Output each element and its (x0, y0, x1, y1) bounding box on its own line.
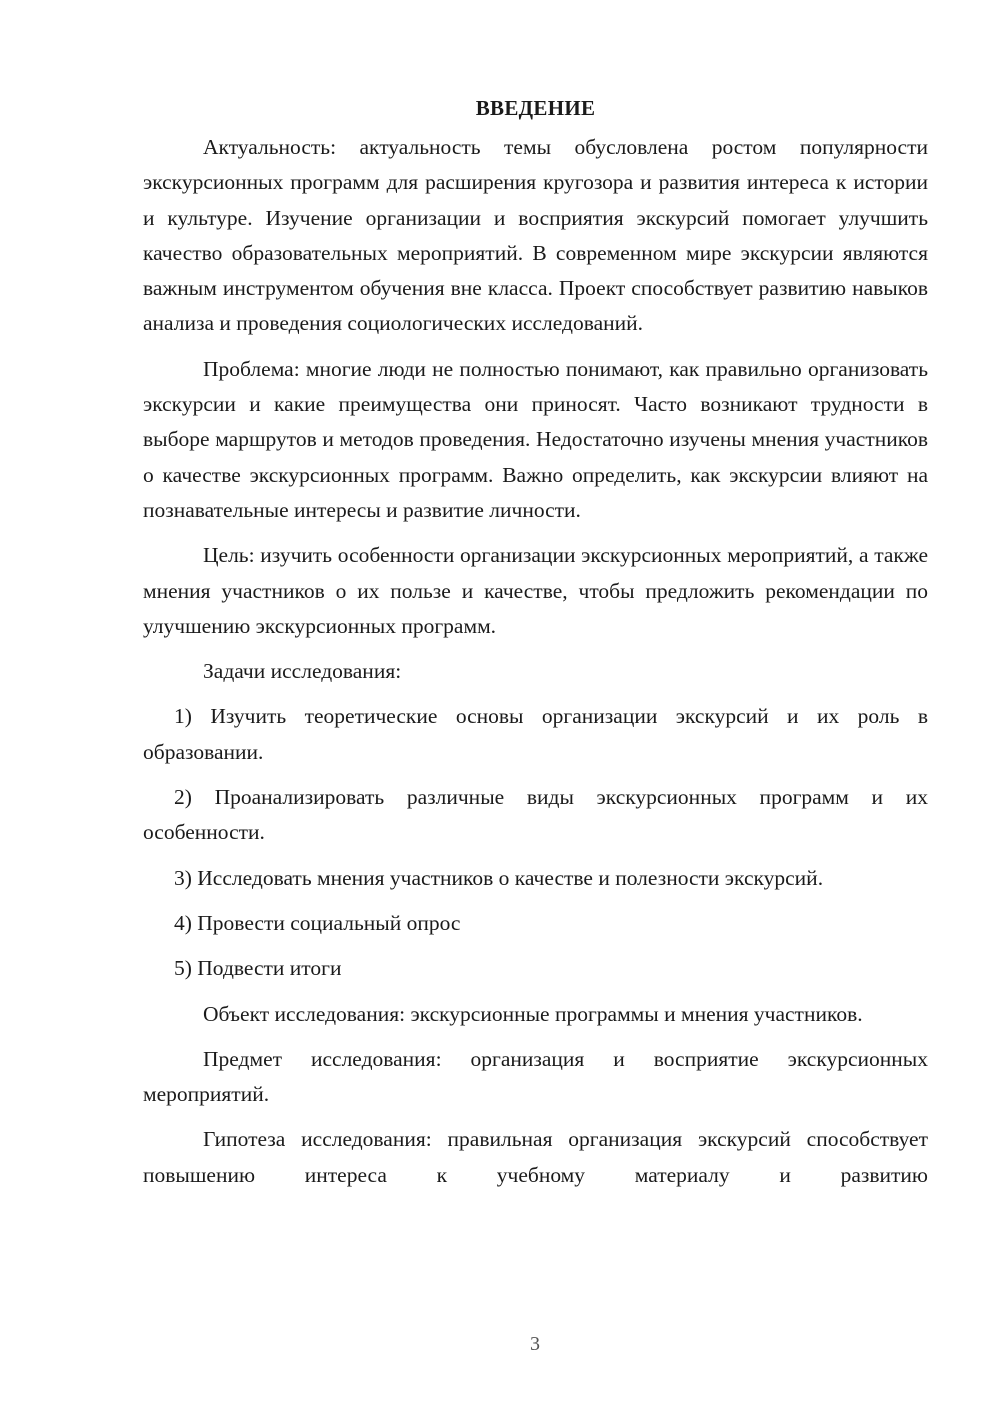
subject-paragraph: Предмет исследования: организация и восприятие экскурсионных мероприятий. (143, 1046, 928, 1107)
page-number: 3 (530, 1333, 540, 1355)
goal-paragraph: Цель: изучить особенности организации экскурсионных мероприятий, а также мнения участников о их пользе и качестве, чтобы предложить рекомендации по улучшению экскурсионных программ. (143, 543, 928, 638)
task-item-2: 2) Проанализировать различные виды экскурсионных программ и их особенности. (143, 785, 928, 845)
problem-paragraph: Проблема: многие люди не полностью понимают, как правильно организовать экскурсии и какие преимущества они приносят. Часто возникают трудности в выборе маршрутов и методов проведения. Недостаточно изучены мнения участников о качестве экскурсионных программ. Важно определить, как экскурсии влияют на познавательные интересы и развитие личности. (143, 356, 928, 522)
tasks-heading: Задачи исследования: (203, 659, 402, 684)
task-item-3: 3) Исследовать мнения участников о качестве и полезности экскурсий. (174, 865, 824, 890)
relevance-paragraph: Актуальность: актуальность темы обусловлена ростом популярности экскурсионных программ для расширения кругозора и развития интереса к истории и культуре. Изучение организации и восприятия экскурсий помогает улучшить качество образовательных мероприятий. В современном мире экскурсии являются важным инструментом обучения вне класса. Проект способствует развитию навыков анализа и проведения социологических исследований. (143, 135, 928, 336)
task-item-5: 5) Подвести итоги (174, 956, 342, 981)
hypothesis-paragraph: Гипотеза исследования: правильная организация экскурсий способствует повышению интереса к учебному материалу и развитию (143, 1127, 928, 1187)
task-item-4: 4) Провести социальный опрос (174, 910, 461, 935)
page-title: ВВЕДЕНИЕ (475, 96, 596, 120)
object-paragraph: Объект исследования: экскурсионные программы и мнения участников. (203, 1001, 863, 1026)
task-item-1: 1) Изучить теоретические основы организации экскурсий и их роль в образовании. (143, 704, 928, 764)
document-page (143, 90, 928, 1203)
